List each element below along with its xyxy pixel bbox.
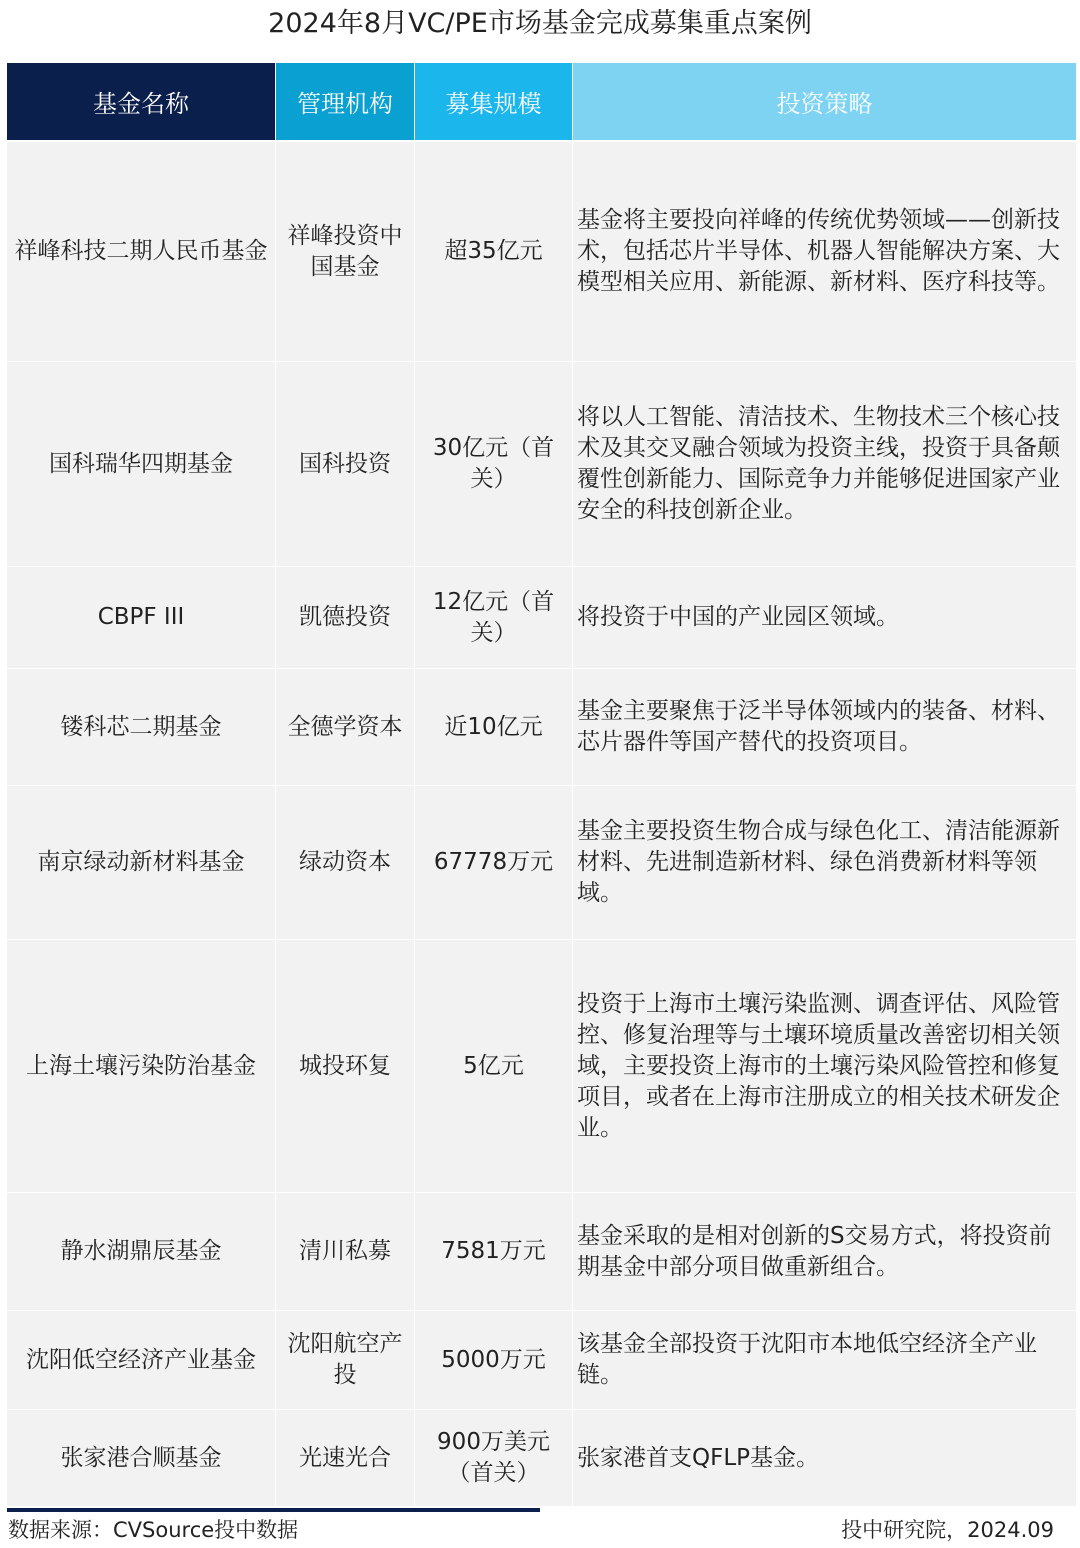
fund-name-cell: 祥峰科技二期人民币基金 <box>7 141 276 361</box>
size-cell: 30亿元（首关） <box>415 361 573 566</box>
size-cell: 5000万元 <box>415 1310 573 1409</box>
manager-cell: 光速光合 <box>276 1409 415 1506</box>
manager-cell: 清川私募 <box>276 1192 415 1310</box>
size-cell: 12亿元（首关） <box>415 566 573 668</box>
size-cell: 近10亿元 <box>415 668 573 785</box>
size-cell: 7581万元 <box>415 1192 573 1310</box>
strategy-cell: 基金将主要投向祥峰的传统优势领域——创新技术，包括芯片半导体、机器人智能解决方案、大模型相关应用、新能源、新材料、医疗科技等。 <box>573 141 1076 361</box>
strategy-cell: 将以人工智能、清洁技术、生物技术三个核心技术及其交叉融合领域为投资主线，投资于具备颠覆性创新能力、国际竞争力并能够促进国家产业安全的科技创新企业。 <box>573 361 1076 566</box>
table-row <box>7 1409 1076 1506</box>
fund-name-cell: CBPF III <box>7 566 276 668</box>
header-fund-name: 基金名称 <box>7 63 276 141</box>
fund-name-cell: 南京绿动新材料基金 <box>7 785 276 939</box>
header-size: 募集规模 <box>415 63 573 141</box>
size-cell: 67778万元 <box>415 785 573 939</box>
fund-name-cell: 上海土壤污染防治基金 <box>7 939 276 1192</box>
table-row <box>7 141 1076 361</box>
size-cell: 超35亿元 <box>415 141 573 361</box>
footer-divider <box>7 1508 540 1512</box>
manager-cell: 沈阳航空产投 <box>276 1310 415 1409</box>
fund-name-cell: 静水湖鼎辰基金 <box>7 1192 276 1310</box>
fund-name-cell: 张家港合顺基金 <box>7 1409 276 1506</box>
credit-line: 投中研究院，2024.09 <box>841 1518 1054 1542</box>
manager-cell: 全德学资本 <box>276 668 415 785</box>
fund-table <box>7 63 1076 1506</box>
header-manager: 管理机构 <box>276 63 415 141</box>
manager-cell: 国科投资 <box>276 361 415 566</box>
table-row <box>7 785 1076 939</box>
size-cell: 900万美元（首关） <box>415 1409 573 1506</box>
table-header-row <box>7 63 1076 141</box>
strategy-cell: 该基金全部投资于沈阳市本地低空经济全产业链。 <box>573 1310 1076 1409</box>
table-row <box>7 668 1076 785</box>
strategy-cell: 基金采取的是相对创新的S交易方式，将投资前期基金中部分项目做重新组合。 <box>573 1192 1076 1310</box>
table-row <box>7 939 1076 1192</box>
data-source: 数据来源：CVSource投中数据 <box>8 1518 299 1542</box>
manager-cell: 绿动资本 <box>276 785 415 939</box>
fund-name-cell: 镂科芯二期基金 <box>7 668 276 785</box>
table-row <box>7 566 1076 668</box>
fund-name-cell: 沈阳低空经济产业基金 <box>7 1310 276 1409</box>
size-cell: 5亿元 <box>415 939 573 1192</box>
manager-cell: 祥峰投资中国基金 <box>276 141 415 361</box>
table-row <box>7 1310 1076 1409</box>
table-row <box>7 361 1076 566</box>
strategy-cell: 将投资于中国的产业园区领域。 <box>573 566 1076 668</box>
page-title: 2024年8月VC/PE市场基金完成募集重点案例 <box>268 8 812 39</box>
manager-cell: 凯德投资 <box>276 566 415 668</box>
strategy-cell: 投资于上海市土壤污染监测、调查评估、风险管控、修复治理等与土壤环境质量改善密切相关领域，主要投资上海市的土壤污染风险管控和修复项目，或者在上海市注册成立的相关技术研发企业。 <box>573 939 1076 1192</box>
strategy-cell: 张家港首支QFLP基金。 <box>573 1409 1076 1506</box>
manager-cell: 城投环复 <box>276 939 415 1192</box>
header-strategy: 投资策略 <box>573 63 1076 141</box>
table-row <box>7 1192 1076 1310</box>
fund-name-cell: 国科瑞华四期基金 <box>7 361 276 566</box>
strategy-cell: 基金主要投资生物合成与绿色化工、清洁能源新材料、先进制造新材料、绿色消费新材料等领域。 <box>573 785 1076 939</box>
strategy-cell: 基金主要聚焦于泛半导体领域内的装备、材料、芯片器件等国产替代的投资项目。 <box>573 668 1076 785</box>
